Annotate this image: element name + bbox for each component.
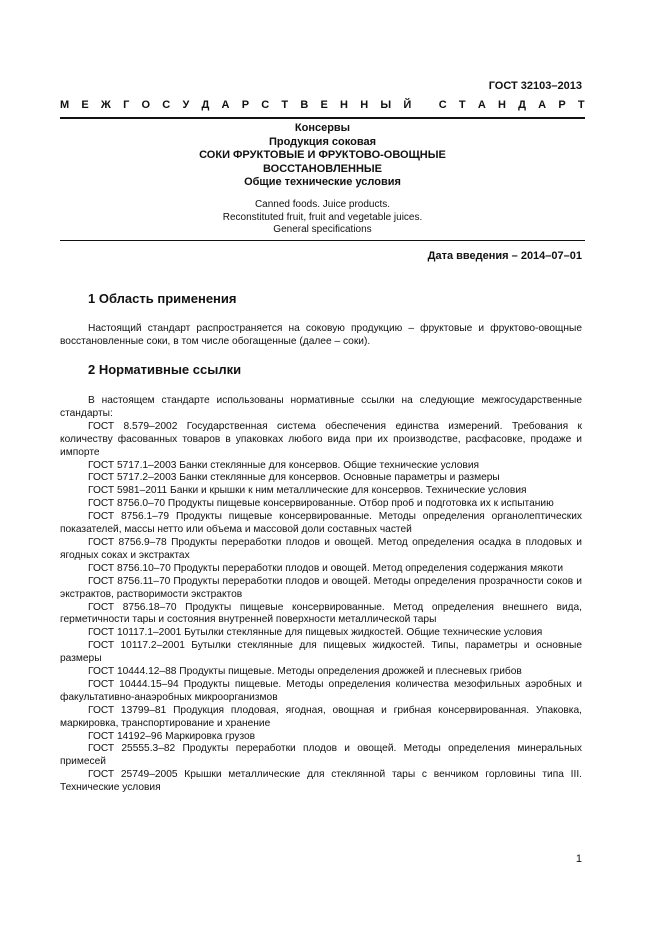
heading-letter: Р [241,99,250,111]
standard-type-heading [60,99,585,111]
introduction-date: Дата введения – 2014–07–01 [427,250,582,262]
reference-item: ГОСТ 10444.12–88 Продукты пищевые. Методы определения дрожжей и плесневых грибов [88,666,522,678]
heading-letter: У [182,99,190,111]
heading-letter: Е [320,99,328,111]
heading-letter: С [438,99,447,111]
heading-letter: Р [558,99,566,111]
section-heading-references: 2 Нормативные ссылки [88,362,242,377]
english-title-line: Canned foods. Juice products. [254,199,391,210]
reference-item: ГОСТ 8756.11–70 Продукты переработки плодов и овощей. Методы определения прозрачности соков и экстрактов, растворимости экстрактов [60,575,582,600]
reference-item: ГОСТ 8756.1–79 Продукты пищевые консервированные. Методы определения органолептических показателей, массы нетто или объема и массовой доли составных частей [60,511,582,536]
title-line: Общие технические условия [244,176,401,188]
heading-letter: Т [458,99,466,111]
reference-item: ГОСТ 14192–96 Маркировка грузов [88,730,256,742]
reference-item: ГОСТ 10117.2–2001 Бутылки стеклянные для пищевых жидкостей. Типы, параметры и основные размеры [60,640,582,665]
heading-letter: Д [518,99,526,111]
heading-letter: Ы [380,99,392,111]
reference-item: ГОСТ 10444.15–94 Продукты пищевые. Методы определения количества мезофильных аэробных и факультативно-анаэробных микроорганизмов [60,678,582,703]
heading-letter: А [538,99,547,111]
heading-letter: Ж [100,99,111,111]
heading-letter: Т [281,99,289,111]
reference-item: ГОСТ 5981–2011 Банки и крышки к ним металлические для консервов. Технические условия [88,485,527,497]
title-line: Продукция соковая [268,135,376,148]
paragraph: Настоящий стандарт распространяется на соковую продукцию – фруктовые и фруктово-овощные восстановленные соки, в том числе обогащенные (далее – соки). [60,323,582,347]
english-title [60,199,585,237]
header-divider [60,117,585,119]
title-line: Консервы [294,122,351,134]
title-divider [60,240,585,241]
reference-item: ГОСТ 13799–81 Продукция плодовая, ягодная, овощная и грибная консервированная. Упаковка, маркировка, транспортирование и хранение [60,704,582,729]
reference-item: ГОСТ 25555.3–82 Продукты переработки плодов и овощей. Методы определения минеральных примесей [60,743,582,768]
heading-gap [423,99,426,111]
section-heading-scope: 1 Область применения [88,291,237,306]
heading-letter: В [300,99,309,111]
reference-item: ГОСТ 8756.0–70 Продукты пищевые консервированные. Отбор проб и подготовка их к испытанию [88,498,554,510]
reference-item: ГОСТ 8756.10–70 Продукты переработки плодов и овощей. Метод определения содержания мякоти [88,562,564,574]
gost-code: ГОСТ 32103–2013 [488,80,582,92]
reference-item: ГОСТ 5717.1–2003 Банки стеклянные для консервов. Общие технические условия [88,459,480,471]
heading-letter: А [477,99,486,111]
heading-letter: О [141,99,151,111]
title-line: ВОССТАНОВЛЕННЫЕ [262,162,383,175]
heading-letter: С [162,99,171,111]
heading-letter: Н [360,99,369,111]
heading-letter: А [221,99,230,111]
reference-item: ГОСТ 8756.18–70 Продукты пищевые консервированные. Метод определения внешнего вида, герметичности тары и состояния внутренней поверхности металлической тары [60,601,582,626]
heading-letter: Т [577,99,585,111]
heading-letter: Н [340,99,348,111]
reference-item: ГОСТ 8756.9–78 Продукты переработки плодов и овощей. Метод определения осадка в плодовых и ягодных соках и экстрактах [60,536,582,561]
heading-letter: Е [81,99,89,111]
title-line: СОКИ ФРУКТОВЫЕ И ФРУКТОВО-ОВОЩНЫЕ [199,149,446,161]
paragraph: В настоящем стандарте использованы нормативные ссылки на следующие межгосударственные стандарты: [60,395,582,419]
section-text-scope [60,323,582,349]
reference-item: ГОСТ 10117.1–2001 Бутылки стеклянные для пищевых жидкостей. Общие технические условия [88,627,543,639]
heading-letter: М [60,99,70,111]
heading-letter: Д [201,99,210,111]
heading-letter: С [261,99,270,111]
heading-letter: Г [123,99,130,111]
heading-letter: Н [497,99,506,111]
document-title [60,122,585,190]
english-title-line: Reconstituted fruit, fruit and vegetable juices. [222,211,423,223]
english-title-line: General specifications [273,224,372,235]
page-number: 1 [575,853,582,865]
reference-item: ГОСТ 25749–2005 Крышки металлические для стеклянной тары с венчиком горловины типа III. Технические условия [60,769,582,794]
heading-letter: Й [403,99,412,111]
reference-item: ГОСТ 5717.2–2003 Банки стеклянные для консервов. Основные параметры и размеры [88,472,500,484]
references-list [60,395,582,795]
reference-item: ГОСТ 8.579–2002 Государственная система обеспечения единства измерений. Требования к количеству фасованных товаров в упаковках любого вида при их производстве, расфасовке, продаже и импорте [60,420,582,458]
